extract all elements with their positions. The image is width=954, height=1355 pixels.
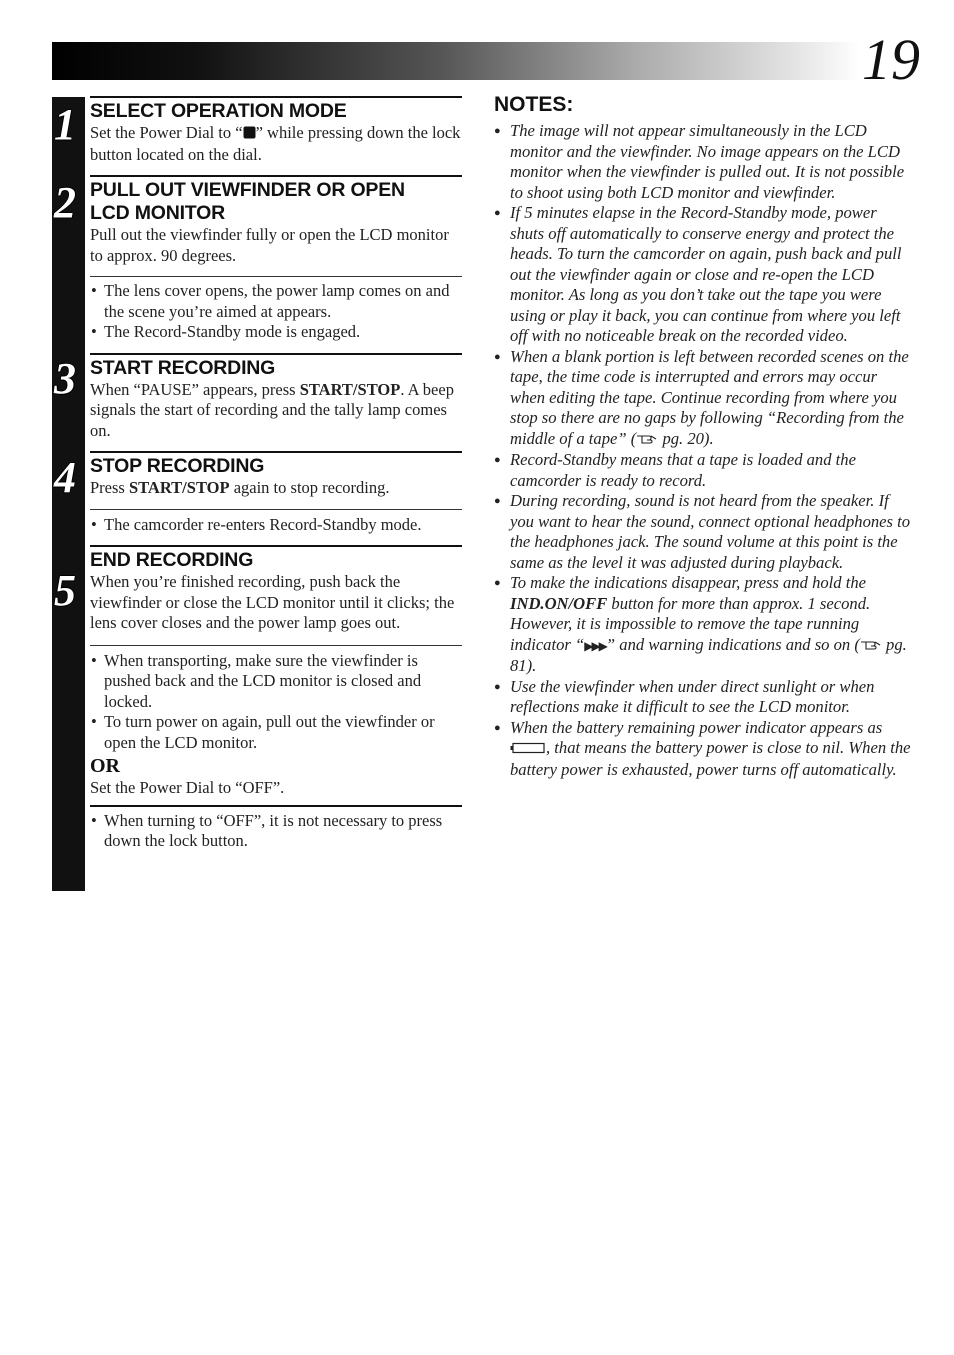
note-4: ● Record-Standby means that a tape is loaded and the camcorder is ready to record. xyxy=(494,450,914,491)
note-3-post: pg. 20). xyxy=(658,428,714,448)
step-3-body-post: . A beep signals the start of recording and the tally lamp comes on. xyxy=(90,379,454,440)
note-8-post: , that means the battery power is close to nil. When the battery power is exhausted, power turns off automatically. xyxy=(510,738,911,779)
step-1-body xyxy=(90,123,462,165)
step-2-title-line2: LCD MONITOR xyxy=(90,202,226,224)
empty-battery-icon xyxy=(510,739,546,760)
step-5-or-bullets xyxy=(90,805,462,852)
step-4-title: STOP RECORDING xyxy=(90,451,462,478)
note-6 xyxy=(494,573,914,677)
note-8-pre: When the battery remaining power indicator appears as xyxy=(510,717,883,737)
step-3-body xyxy=(90,380,462,442)
step-2-body: Pull out the viewfinder fully or open the LCD monitor to approx. 90 degrees. xyxy=(90,225,449,265)
note-6-pre: To make the indications disappear, press and hold the xyxy=(510,573,866,592)
note-3-pre: When a blank portion is left between recorded scenes on the tape, the time code is interrupted and errors may occur when editing the tape. Continue recording from where you stop so there are no gaps by following “Recording from the middle of a tape” ( xyxy=(510,346,909,448)
step-3-title: START RECORDING xyxy=(90,353,462,380)
step-1-title: SELECT OPERATION MODE xyxy=(90,96,462,123)
note-7: ● Use the viewfinder when under direct sunlight or when reflections make it difficult to see the LCD monitor. xyxy=(494,677,914,718)
step-4-body-post: again to stop recording. xyxy=(229,478,390,497)
ind-on-off-label: IND.ON/OFF xyxy=(510,593,608,613)
tape-running-indicator-symbol: ▶▶▶ xyxy=(584,638,606,653)
step-5 xyxy=(90,545,462,852)
step-3 xyxy=(90,353,462,442)
steps-column xyxy=(90,96,462,852)
step-4-bullets xyxy=(90,509,462,536)
step-5-bullets xyxy=(90,645,462,754)
notes-column xyxy=(494,92,914,780)
start-stop-label: START/STOP xyxy=(299,379,401,399)
step-4 xyxy=(90,451,462,535)
step-2-rule xyxy=(90,175,462,225)
step-5-title: END RECORDING xyxy=(90,545,462,572)
step-5-bullet-2: • To turn power on again, pull out the viewfinder or open the LCD monitor. xyxy=(90,712,462,753)
filled-square-icon xyxy=(243,124,256,145)
note-8 xyxy=(494,718,914,781)
step-number-4: 4 xyxy=(54,453,76,502)
or-label: OR xyxy=(90,755,120,777)
step-2-bullet-2: • The Record-Standby mode is engaged. xyxy=(90,322,462,343)
page-number: 19 xyxy=(862,27,920,92)
step-5-body: When you’re finished recording, push back the viewfinder or close the LCD monitor until it clicks; the lens cover closes and the power lamp goes out. xyxy=(90,572,455,632)
step-5-or-body: Set the Power Dial to “OFF”. xyxy=(90,778,285,797)
step-4-body xyxy=(90,478,462,499)
note-6-mid2: ” and warning indications and so on ( xyxy=(605,634,860,654)
pointing-hand-icon xyxy=(636,430,658,451)
step-number-5: 5 xyxy=(54,566,76,615)
step-number-3: 3 xyxy=(54,354,76,403)
step-2-title-line1: PULL OUT VIEWFINDER OR OPEN xyxy=(90,179,405,201)
step-2 xyxy=(90,175,462,343)
note-3 xyxy=(494,347,914,451)
notes-title: NOTES: xyxy=(494,93,574,116)
step-1-body-pre: Set the Power Dial to “ xyxy=(90,123,243,142)
note-6-post: pg. 81). xyxy=(510,634,907,675)
step-1 xyxy=(90,96,462,165)
step-4-body-pre: Press xyxy=(90,478,129,497)
note-6-mid: button for more than approx. 1 second. However, it is impossible to remove the tape running indicator “ xyxy=(510,593,871,654)
start-stop-label: START/STOP xyxy=(128,478,230,497)
step-5-bullet-1: • When transporting, make sure the viewfinder is pushed back and the LCD monitor is closed and locked. xyxy=(90,651,462,713)
note-2: ● If 5 minutes elapse in the Record-Standby mode, power shuts off automatically to conserve energy and protect the heads. To turn the camcorder on again, push back and pull out the viewfinder again or close and re-open the LCD monitor. As long as you don’t take out the tape you were using or play it back, you can continue from where you left off with no noticeable break on the recorded video. xyxy=(494,203,914,347)
note-5: ● During recording, sound is not heard from the speaker. If you want to hear the sound, connect optional headphones to the headphones jack. The sound volume at this point is the same as the level it was adjusted during playback. xyxy=(494,491,914,573)
note-1: ● The image will not appear simultaneously in the LCD monitor and the viewfinder. No image appears on the LCD monitor when the viewfinder is pulled out. It is not possible to shoot using both LCD monitor and viewfinder. xyxy=(494,121,914,203)
step-2-bullet-1: • The lens cover opens, the power lamp comes on and the scene you’re aimed at appears. xyxy=(90,281,462,322)
step-2-bullets xyxy=(90,276,462,343)
step-1-body-post: ” while pressing down the lock button located on the dial. xyxy=(90,123,461,164)
step-3-body-pre: When “PAUSE” appears, press xyxy=(90,379,300,399)
step-5-or-bullet-1: • When turning to “OFF”, it is not necessary to press down the lock button. xyxy=(90,811,462,852)
step-number-1: 1 xyxy=(54,100,76,149)
header-gradient-bar xyxy=(52,42,860,80)
pointing-hand-icon xyxy=(860,636,882,657)
step-4-bullet-1: • The camcorder re-enters Record-Standby mode. xyxy=(90,515,462,536)
step-number-2: 2 xyxy=(54,178,76,227)
